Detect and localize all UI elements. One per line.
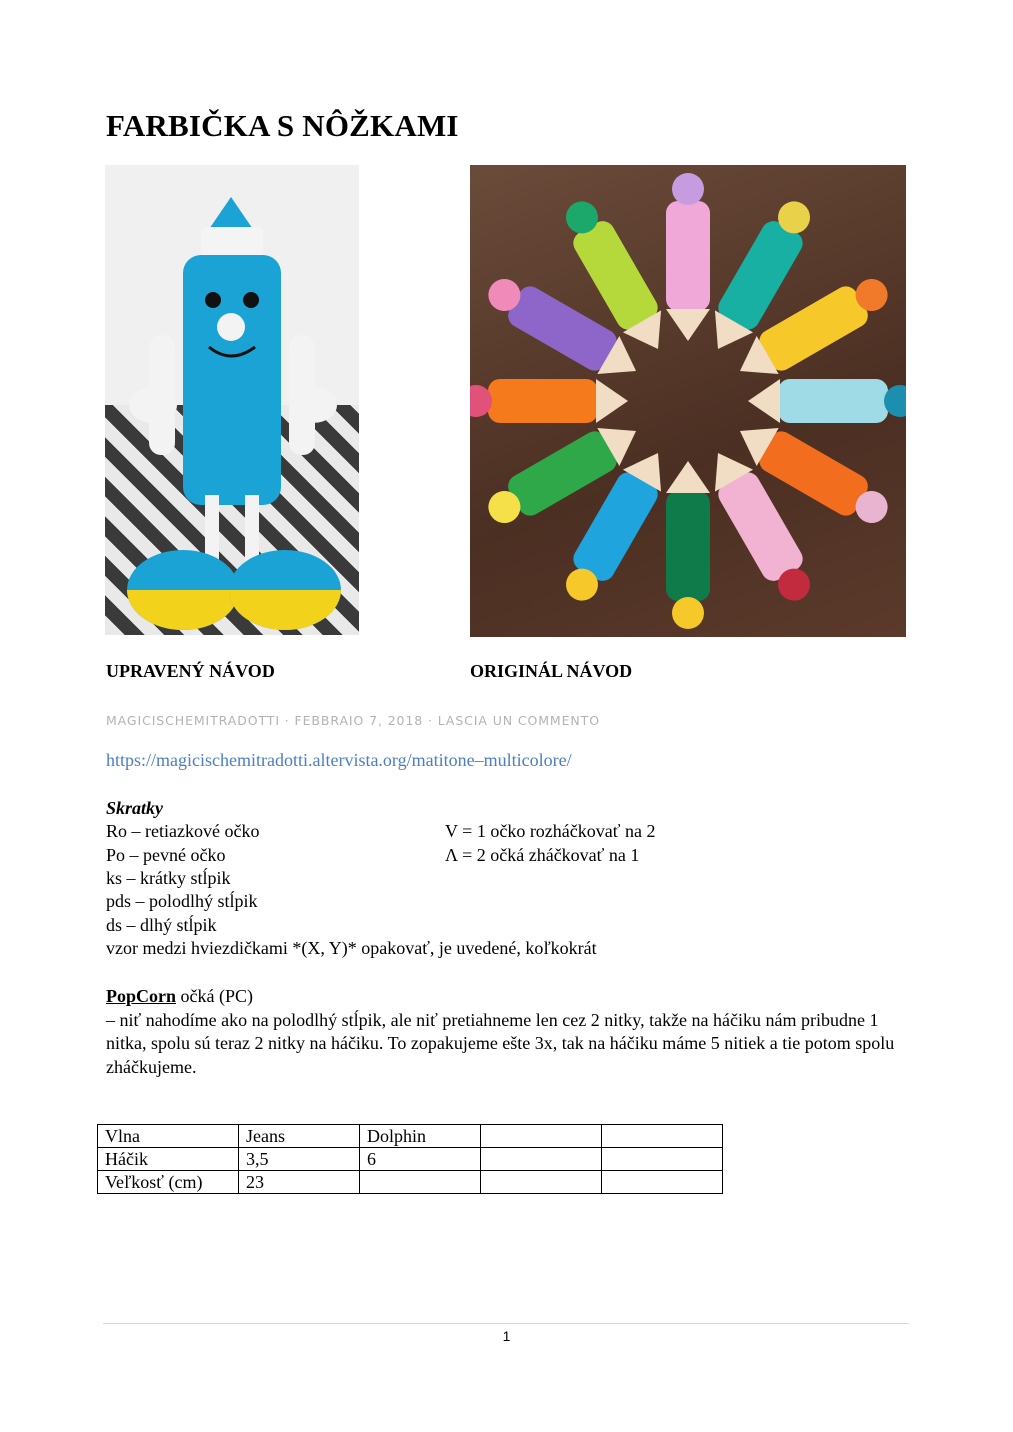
- page-number: 1: [502, 1328, 511, 1344]
- table-cell: [602, 1171, 723, 1194]
- table-cell: [481, 1171, 602, 1194]
- repeat-pattern-note: vzor medzi hviezdičkami *(X, Y)* opakovať, je uvedené, koľkokrát: [106, 938, 597, 958]
- footer-divider: [103, 1323, 909, 1324]
- table-cell: Vlna: [98, 1125, 239, 1148]
- table-cell: [360, 1171, 481, 1194]
- pencil-ring-photo: [470, 165, 906, 637]
- abbreviation-item: ks – krátky stĺpik: [106, 868, 231, 888]
- crochet-pencil-photo: [105, 165, 359, 635]
- original-pattern-label: ORIGINÁL NÁVOD: [470, 661, 633, 681]
- abbreviation-item: ds – dlhý stĺpik: [106, 915, 217, 935]
- popcorn-term: PopCorn: [106, 986, 177, 1006]
- abbreviations-heading: Skratky: [106, 798, 164, 818]
- table-cell: Jeans: [239, 1125, 360, 1148]
- popcorn-section: [106, 985, 906, 1079]
- popcorn-description: – niť nahodíme ako na polodlhý stĺpik, ale niť pretiahneme len cez 2 nitky, takže na háčiku nám pribudne 1 nitka, spolu sú teraz 2 nitky na háčiku. To zopakujeme ešte 3x, tak na háčiku máme 5 nitiek a tie potom spolu zháčkujeme.: [106, 1009, 895, 1077]
- table-cell: Háčik: [98, 1148, 239, 1171]
- table-cell: Veľkosť (cm): [98, 1171, 239, 1194]
- table-cell: Dolphin: [360, 1125, 481, 1148]
- abbreviation-item: Po – pevné očko: [106, 845, 226, 865]
- abbreviation-item: Ro – retiazkové očko: [106, 821, 260, 841]
- popcorn-term-rest: očká (PC): [176, 986, 253, 1006]
- yarn-table: [97, 1124, 723, 1194]
- abbreviation-item: V = 1 očko rozháčkovať na 2: [445, 821, 656, 841]
- table-row: [98, 1171, 723, 1194]
- adapted-pattern-label: UPRAVENÝ NÁVOD: [106, 661, 275, 681]
- table-cell: [481, 1125, 602, 1148]
- table-cell: [602, 1148, 723, 1171]
- table-cell: 6: [360, 1148, 481, 1171]
- source-link[interactable]: https://magicischemitradotti.altervista.org/matitone–multicolore/: [106, 750, 572, 770]
- abbreviation-item: pds – polodlhý stĺpik: [106, 891, 258, 911]
- table-cell: 3,5: [239, 1148, 360, 1171]
- table-row: [98, 1125, 723, 1148]
- abbreviation-item: Λ = 2 očká zháčkovať na 1: [445, 845, 640, 865]
- table-row: [98, 1148, 723, 1171]
- table-cell: 23: [239, 1171, 360, 1194]
- table-cell: [481, 1148, 602, 1171]
- table-cell: [602, 1125, 723, 1148]
- page-title: FARBIČKA S NÔŽKAMI: [106, 108, 459, 143]
- post-meta: MAGICISCHEMITRADOTTI · FEBBRAIO 7, 2018 · LASCIA UN COMMENTO: [106, 713, 600, 728]
